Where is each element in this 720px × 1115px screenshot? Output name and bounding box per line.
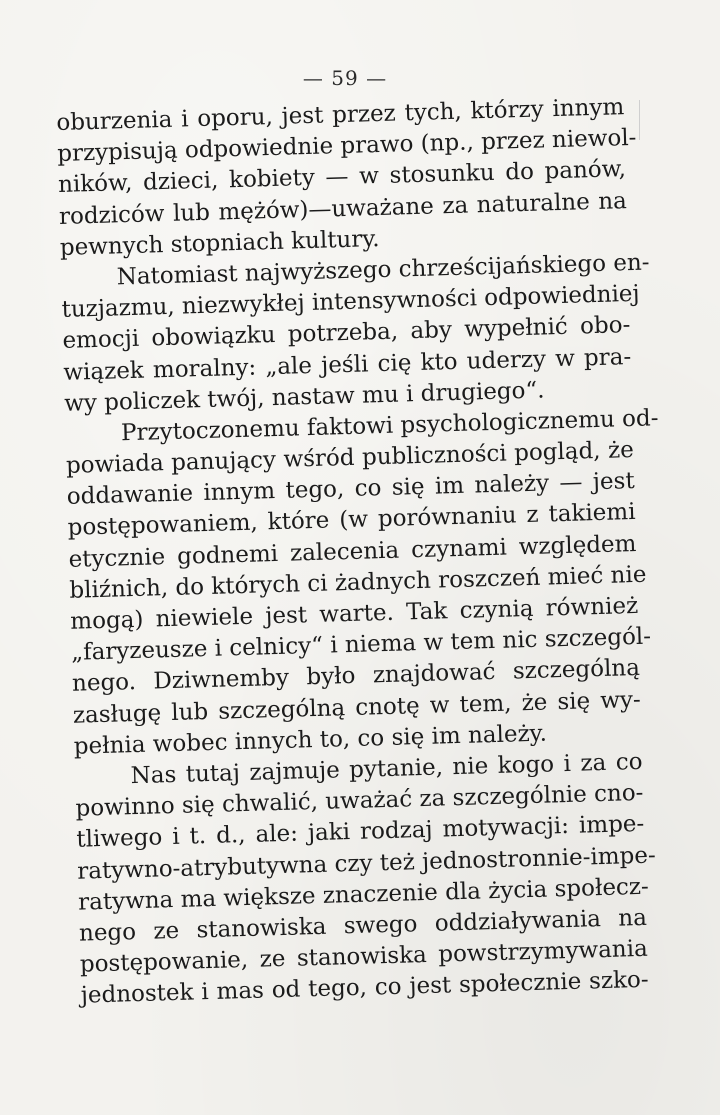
text-line: Natomiast najwyższego chrześcijańskiego en- xyxy=(116,249,650,291)
text-line: rodziców lub mężów)—uważane za naturalne na xyxy=(58,187,628,230)
text-line: bliźnich, do których ci żadnych roszczeń mieć nie xyxy=(69,561,647,604)
text-line: pełnia wobec innych to, co się im należy. xyxy=(73,720,548,760)
text-line: etycznie godnemi zalecenia czynami względem xyxy=(68,530,637,573)
text-line: oburzenia i oporu, jest przez tych, którzy innym xyxy=(56,94,625,136)
text-line: powinno się chwalić, uważać za szczególnie cno- xyxy=(75,779,644,822)
text-line: pewnych stopniach kultury. xyxy=(59,225,380,261)
text-line: tuzjazmu, niezwykłej intensywności odpowiedniej xyxy=(61,280,640,324)
text-line: „faryzeusze i celnicy“ i niema w tem nic szczegól- xyxy=(70,623,652,666)
text-line: tliwego i t. d., ale: jaki rodzaj motywacji: impe- xyxy=(76,811,645,854)
text-line: powiada panujący wśród publiczności pogląd, że xyxy=(65,437,635,479)
page-number: — 59 — xyxy=(302,66,388,90)
text-line: nego ze stanowiska swego oddziaływania na xyxy=(78,904,648,947)
text-line: emocji obowiązku potrzeba, aby wypełnić obo- xyxy=(62,312,631,355)
margin-mark xyxy=(639,100,640,140)
text-line: nego. Dziwnemby było znajdować szczególną xyxy=(71,655,641,698)
text-line: jednostek i mas od tego, co jest społecznie szko- xyxy=(80,967,649,1009)
text-line: Nas tutaj zajmuje pytanie, nie kogo i za co xyxy=(130,748,643,790)
text-line: ratywna ma większe znaczenie dla życia społecz- xyxy=(77,873,650,916)
text-line: ników, dzieci, kobiety — w stosunku do panów, xyxy=(57,156,627,199)
text-line: przypisują odpowiednie prawo (np., przez niewol- xyxy=(56,124,637,168)
text-line: wiązek moralny: „ale jeśli cię kto uderzy w pra- xyxy=(63,343,632,386)
text-line: oddawanie innym tego, co się im należy — jest xyxy=(66,468,636,511)
text-line: mogą) niewiele jest warte. Tak czynią również xyxy=(69,592,639,635)
text-line: zasługę lub szczególną cnotę w tem, że się wy- xyxy=(72,686,642,729)
text-line: Przytoczonemu faktowi psychologicznemu od- xyxy=(120,405,659,447)
text-line: wy policzek twój, nastaw mu i drugiego“. xyxy=(63,377,545,417)
body-text xyxy=(56,92,659,1012)
text-line: postępowaniem, które (w porównaniu z takiemi xyxy=(67,499,636,542)
text-line: postępowanie, ze stanowiska powstrzymywania xyxy=(79,935,649,978)
text-line: ratywno-atrybutywna czy też jednostronnie-impe- xyxy=(76,842,657,885)
